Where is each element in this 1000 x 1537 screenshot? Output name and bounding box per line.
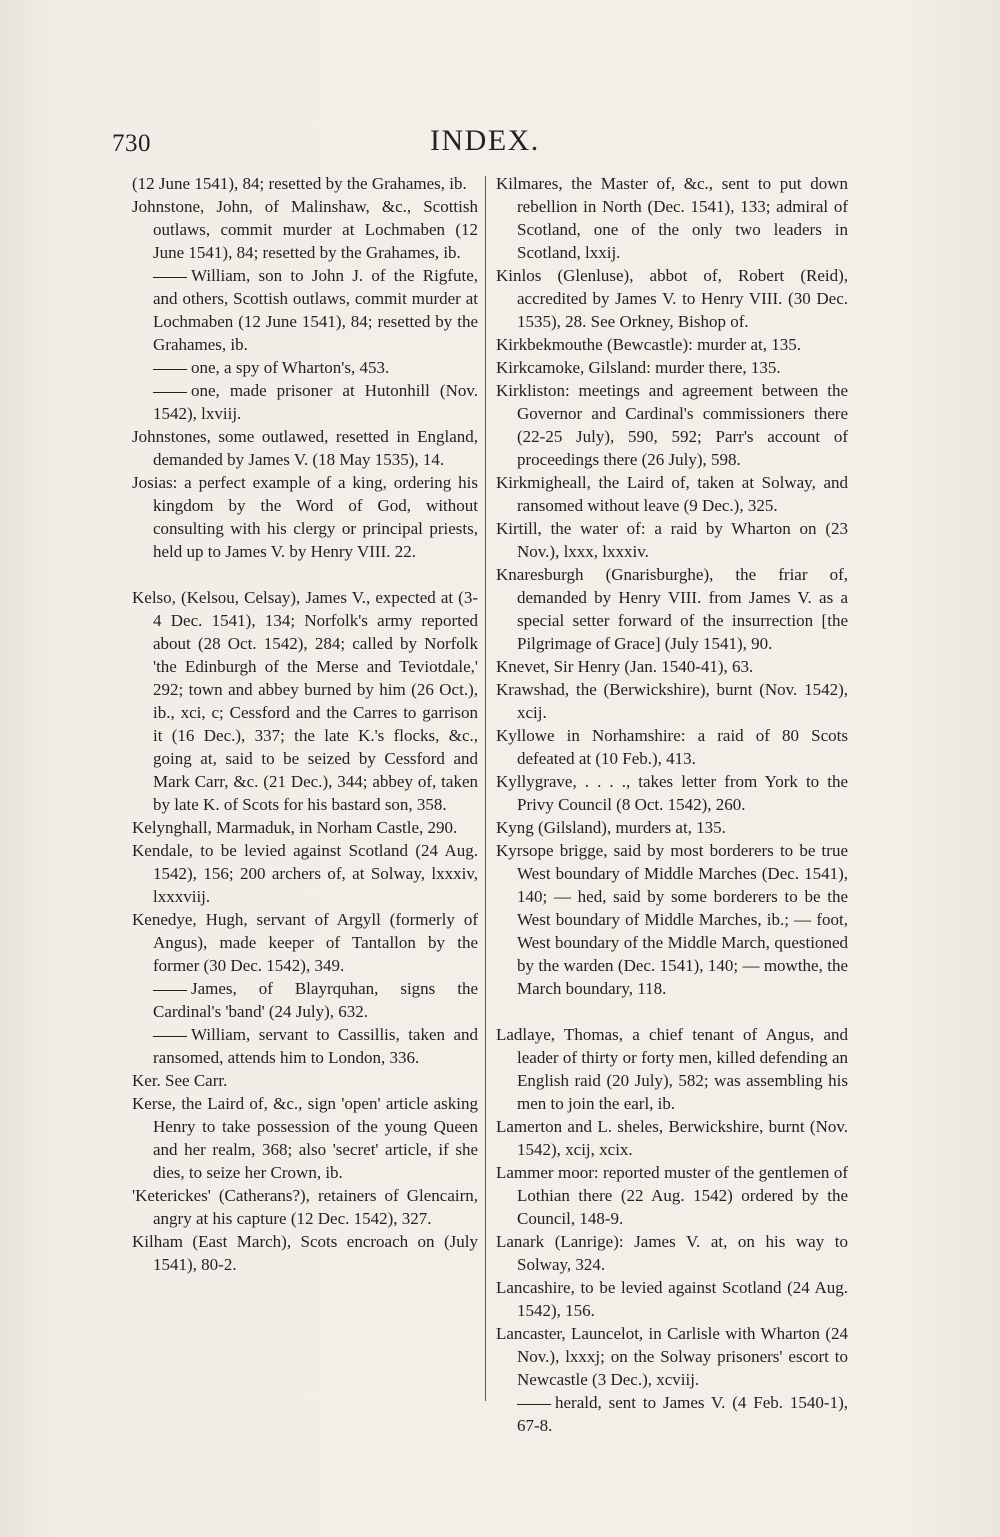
page-header [112, 122, 872, 172]
index-subentry [132, 356, 478, 379]
index-subentry [132, 1023, 478, 1069]
index-subentry [132, 264, 478, 356]
index-entry: Kinlos (Glenluse), abbot of, Robert (Reid), accredited by James V. to Henry VIII. (30 Dec. 1535), 28. See Orkney, Bishop of. [496, 266, 848, 331]
index-columns [132, 172, 876, 1435]
index-entry: Kirtill, the water of: a raid by Wharton on (23 Nov.), lxxx, lxxxiv. [496, 519, 848, 561]
index-entry: Lammer moor: reported muster of the gentlemen of Lothian there (22 Aug. 1542) ordered by the Council, 148-9. [496, 1163, 848, 1228]
index-entry: Johnstone, John, of Malinshaw, &c., Scottish outlaws, commit murder at Lochmaben (12 June 1541), 84; resetted by the Grahames, ib. [132, 197, 478, 262]
index-entry: Kirkcamoke, Gilsland: murder there, 135. [496, 358, 781, 377]
index-entry-continuation: (12 June 1541), 84; resetted by the Grahames, ib. [132, 174, 467, 193]
index-subentry [132, 379, 478, 425]
index-entry: Knevet, Sir Henry (Jan. 1540-41), 63. [496, 657, 754, 676]
index-subentry-text: one, made prisoner at Hutonhill (Nov. 1542), lxviij. [153, 381, 478, 423]
left-column [132, 172, 478, 1276]
index-entry: Kyllygrave, . . . ., takes letter from York to the Privy Council (8 Oct. 1542), 260. [496, 772, 848, 814]
index-entry: Kyrsope brigge, said by most borderers to be true West boundary of Middle Marches (Dec. 1541), 140; — hed, said by some borderers to be the West boundary of Middle Marches, ib.; — foot, West boundary of the Middle March, questioned by the warden (Dec. 1541), 140; — mowthe, the March boundary, 118. [496, 841, 848, 998]
index-subentry-text: herald, sent to James V. (4 Feb. 1540-1), 67-8. [517, 1393, 848, 1435]
em-rule [153, 1036, 187, 1037]
index-entry: Josias: a perfect example of a king, ordering his kingdom by the Word of God, without consulting with his clergy or principal priests, held up to James V. by Henry VIII. 22. [132, 473, 478, 561]
index-entry: Kirkbekmouthe (Bewcastle): murder at, 135. [496, 335, 801, 354]
column-divider [485, 176, 486, 1401]
running-head: INDEX. [430, 124, 540, 157]
em-rule [153, 277, 187, 278]
index-subentry-text: William, son to John J. of the Rigfute, and others, Scottish outlaws, commit murder at Lochmaben (12 June 1541), 84; resetted by the Grahames, ib. [153, 266, 478, 354]
index-subentry [132, 977, 478, 1023]
right-column [496, 172, 848, 1437]
index-entry: Johnstones, some outlawed, resetted in England, demanded by James V. (18 May 1535), 14. [132, 427, 478, 469]
em-rule [153, 990, 187, 991]
index-entry: 'Keterickes' (Catherans?), retainers of Glencairn, angry at his capture (12 Dec. 1542), 327. [132, 1186, 478, 1228]
em-rule [153, 392, 187, 393]
index-entry: Lanark (Lanrige): James V. at, on his way to Solway, 324. [496, 1232, 848, 1274]
index-entry: Kyllowe in Norhamshire: a raid of 80 Scots defeated at (10 Feb.), 413. [496, 726, 848, 768]
index-entry: Kyng (Gilsland), murders at, 135. [496, 818, 726, 837]
page-number: 730 [112, 130, 151, 157]
index-entry: Kenedye, Hugh, servant of Argyll (formerly of Angus), made keeper of Tantallon by the former (30 Dec. 1542), 349. [132, 910, 478, 975]
index-entry: Lamerton and L. sheles, Berwickshire, burnt (Nov. 1542), xcij, xcix. [496, 1117, 848, 1159]
index-entry: Ladlaye, Thomas, a chief tenant of Angus, and leader of thirty or forty men, killed defending an English raid (20 July), 582; was assembling his men to join the earl, ib. [496, 1025, 848, 1113]
index-entry: Kerse, the Laird of, &c., sign 'open' article asking Henry to take possession of the young Queen and her realm, 368; also 'secret' article, if she dies, to seize her Crown, ib. [132, 1094, 478, 1182]
index-entry: Kelso, (Kelsou, Celsay), James V., expected at (3-4 Dec. 1541), 134; Norfolk's army reported about (28 Oct. 1542), 284; called by Norfolk 'the Edinburgh of the Merse and Teviotdale,' 292; town and abbey burned by him (26 Oct.), ib., xci, c; Cessford and the Carres to garrison it (16 Dec.), 337; the late K.'s flocks, &c., going at, said to be seized by Cessford and Mark Carr, &c. (21 Dec.), 344; abbey of, taken by late K. of Scots for his bastard son, 358. [132, 588, 478, 814]
index-entry: Kendale, to be levied against Scotland (24 Aug. 1542), 156; 200 archers of, at Solway, lxxxiv, lxxxviij. [132, 841, 478, 906]
index-entry: Ker. See Carr. [132, 1071, 228, 1090]
index-entry: Kilmares, the Master of, &c., sent to put down rebellion in North (Dec. 1541), 133; admiral of Scotland, one of the only two leaders in Scotland, lxxij. [496, 174, 848, 262]
index-entry: Kirkmigheall, the Laird of, taken at Solway, and ransomed without leave (9 Dec.), 325. [496, 473, 848, 515]
index-entry: Kilham (East March), Scots encroach on (July 1541), 80-2. [132, 1232, 478, 1274]
index-subentry-text: James, of Blayrquhan, signs the Cardinal's 'band' (24 July), 632. [153, 979, 478, 1021]
em-rule [153, 369, 187, 370]
index-entry: Kirkliston: meetings and agreement between the Governor and Cardinal's commissioners there (22-25 July), 590, 592; Parr's account of proceedings there (26 July), 598. [496, 381, 848, 469]
index-entry: Lancashire, to be levied against Scotland (24 Aug. 1542), 156. [496, 1278, 848, 1320]
index-entry: Lancaster, Launcelot, in Carlisle with Wharton (24 Nov.), lxxxj; on the Solway prisoners' escort to Newcastle (3 Dec.), xcviij. [496, 1324, 848, 1389]
em-rule [517, 1404, 551, 1405]
index-entry: Kelynghall, Marmaduk, in Norham Castle, 290. [132, 818, 458, 837]
index-subentry-text: one, a spy of Wharton's, 453. [191, 358, 390, 377]
index-entry: Knaresburgh (Gnarisburghe), the friar of, demanded by Henry VIII. from James V. as a special setter forward of the insurrection [the Pilgrimage of Grace] (July 1541), 90. [496, 565, 848, 653]
index-subentry-text: William, servant to Cassillis, taken and ransomed, attends him to London, 336. [153, 1025, 478, 1067]
index-subentry [496, 1391, 848, 1437]
index-entry: Krawshad, the (Berwickshire), burnt (Nov. 1542), xcij. [496, 680, 848, 722]
